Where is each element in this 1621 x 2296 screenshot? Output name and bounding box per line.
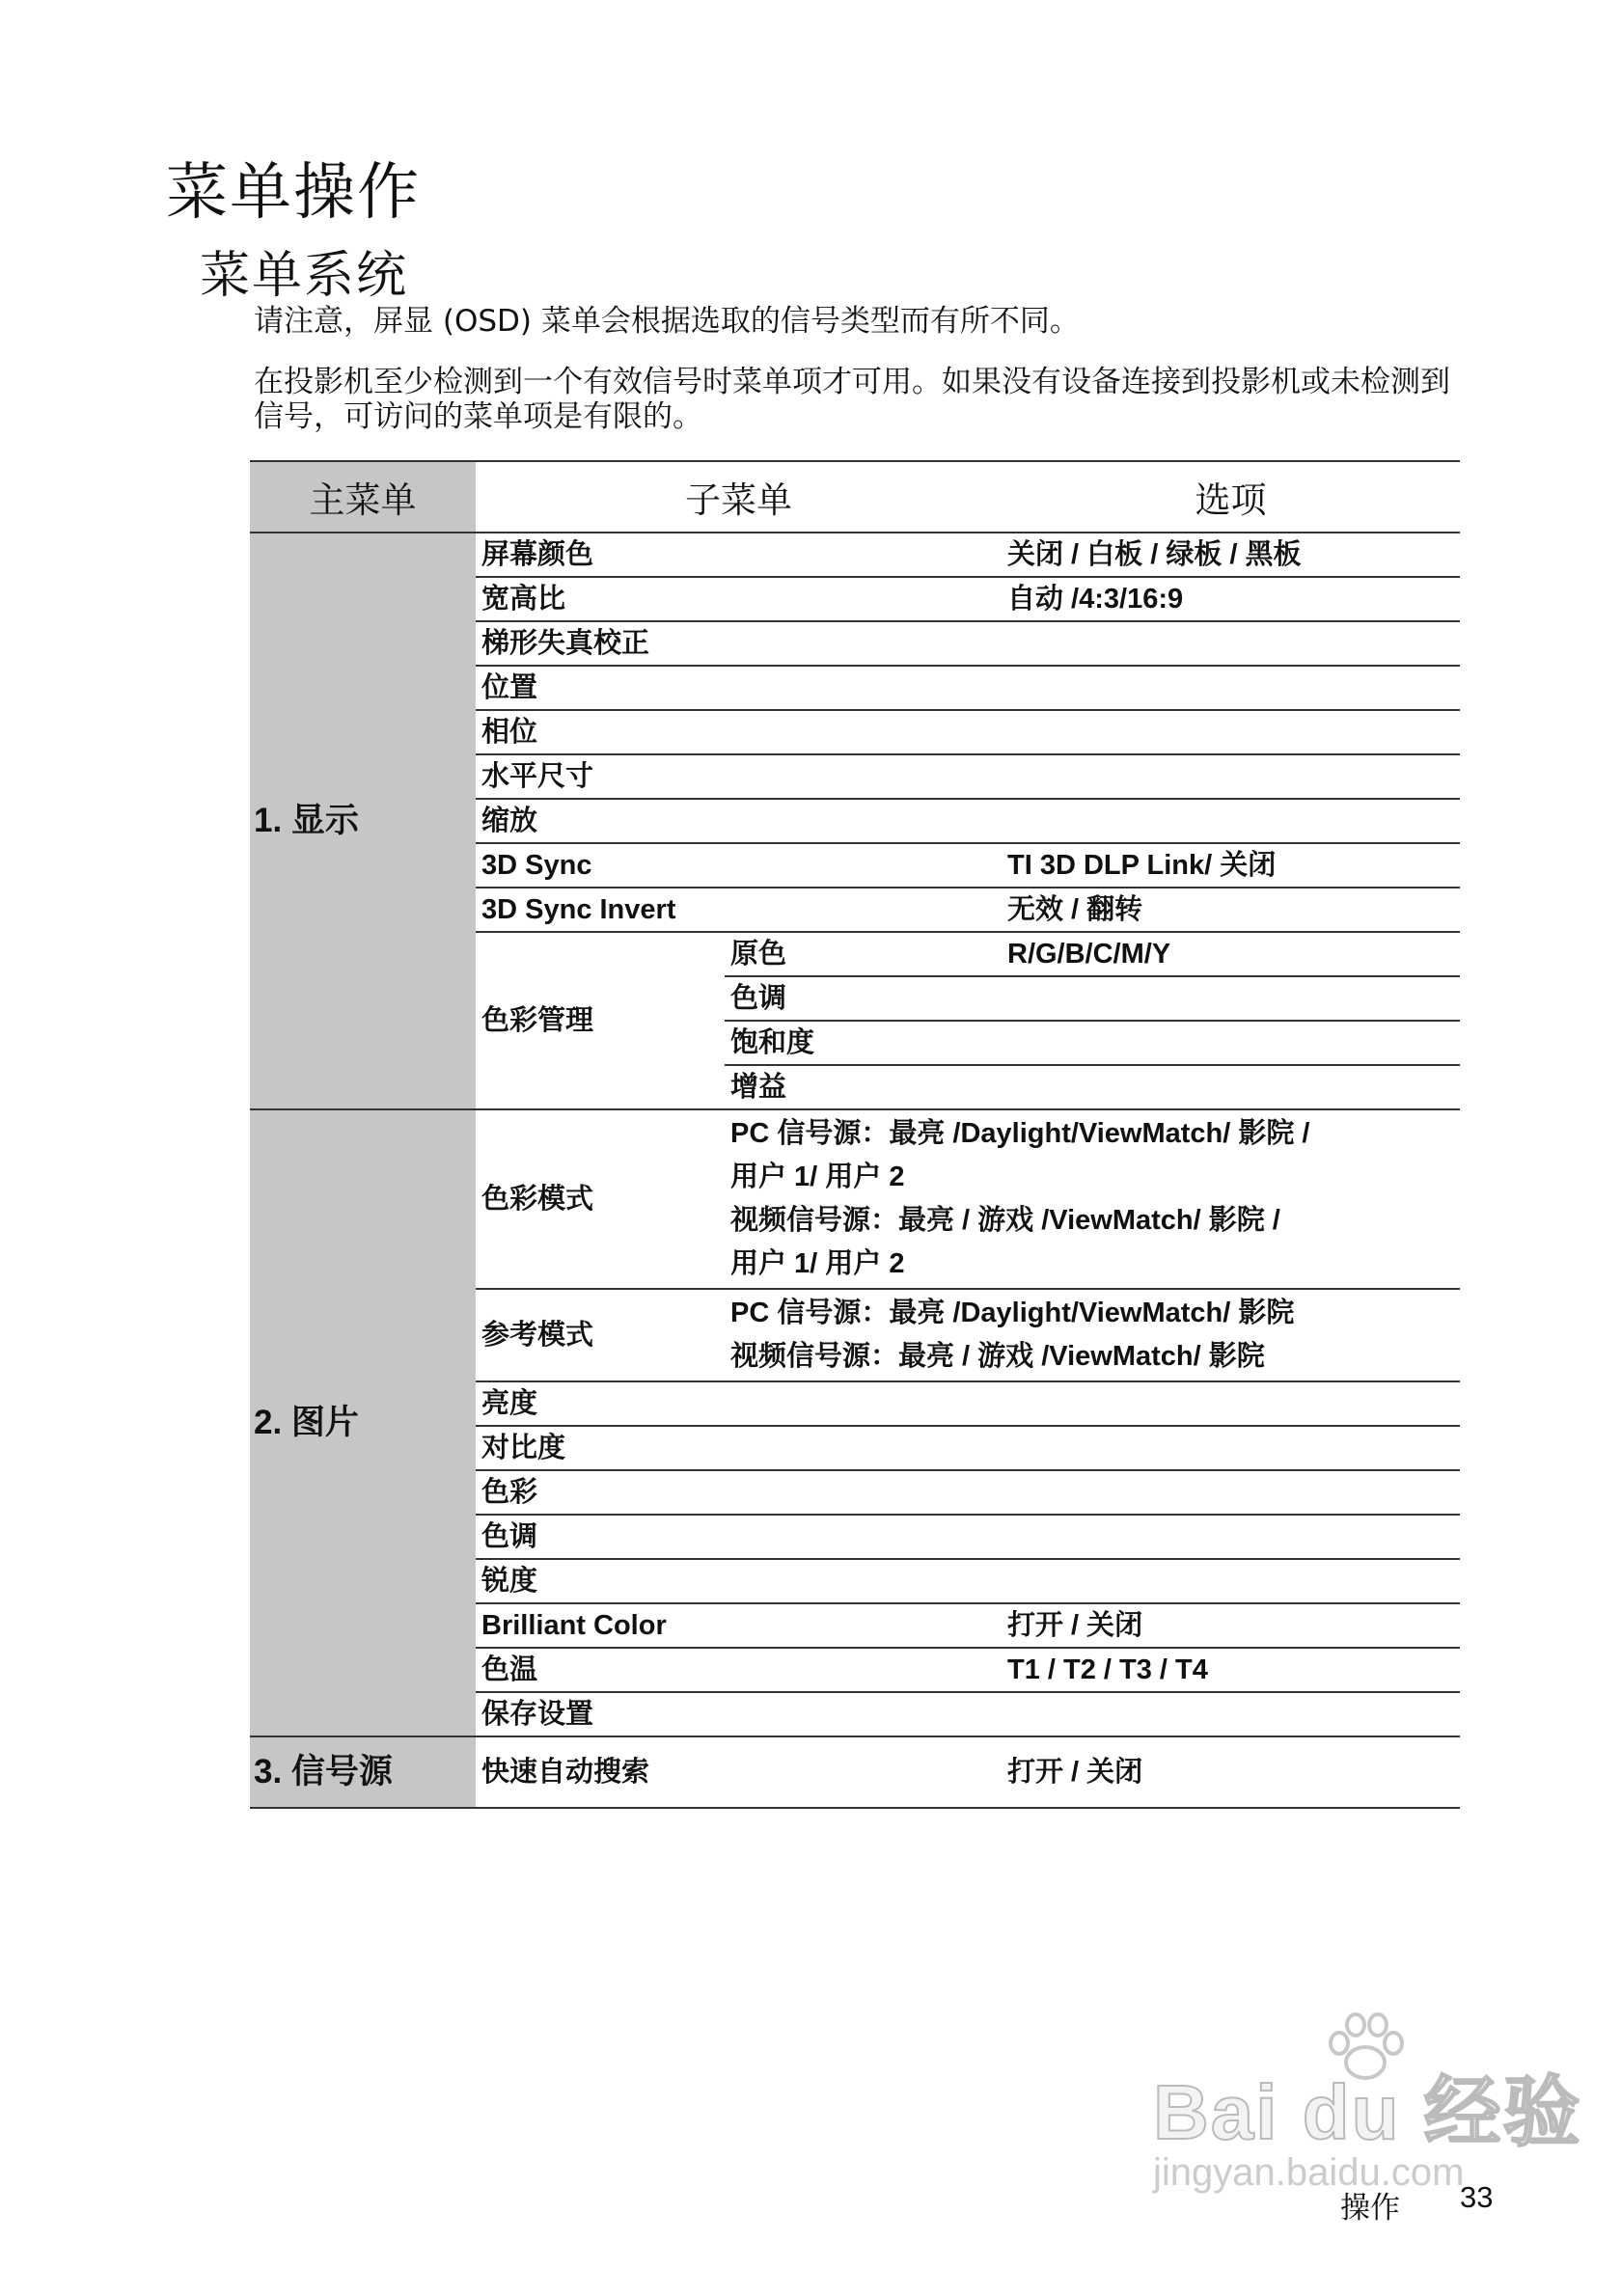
main-menu-source: 3. 信号源 bbox=[250, 1736, 476, 1808]
reference-mode-options bbox=[725, 1289, 1460, 1381]
option-value: T1 / T2 / T3 / T4 bbox=[1002, 1648, 1460, 1692]
submenu-item: 屏幕颜色 bbox=[476, 533, 1002, 577]
submenu-color-management: 色彩管理 bbox=[476, 932, 725, 1109]
submenu-item: 位置 bbox=[476, 666, 1002, 710]
option-value: 关闭 / 白板 / 绿板 / 黑板 bbox=[1002, 533, 1460, 577]
option-line: 视频信号源：最亮 / 游戏 /ViewMatch/ 影院 / bbox=[730, 1205, 1280, 1236]
option-value bbox=[1002, 1515, 1460, 1559]
option-value: 打开 / 关闭 bbox=[1002, 1736, 1460, 1808]
paw-icon bbox=[1322, 2009, 1409, 2087]
watermark-url: jingyan.baidu.com bbox=[1153, 2151, 1465, 2194]
page-heading: 菜单操作 bbox=[166, 157, 421, 229]
submenu-item: 保存设置 bbox=[476, 1692, 1002, 1736]
header-submenu: 子菜单 bbox=[476, 461, 1002, 533]
sub-submenu-item: 增益 bbox=[725, 1065, 1002, 1109]
submenu-item: 3D Sync Invert bbox=[476, 888, 1002, 932]
submenu-item: 锐度 bbox=[476, 1559, 1002, 1603]
header-options: 选项 bbox=[1002, 461, 1460, 533]
option-line: PC 信号源：最亮 /Daylight/ViewMatch/ 影院 bbox=[730, 1298, 1295, 1328]
sub-submenu-item: 原色 bbox=[725, 932, 1002, 976]
submenu-reference-mode: 参考模式 bbox=[476, 1289, 725, 1381]
table-row bbox=[250, 1109, 1460, 1289]
option-value: 自动 /4:3/16:9 bbox=[1002, 577, 1460, 621]
submenu-item: 色彩 bbox=[476, 1470, 1002, 1515]
table-row bbox=[250, 1736, 1460, 1808]
option-line: 用户 1/ 用户 2 bbox=[730, 1162, 905, 1192]
color-mode-options bbox=[725, 1109, 1460, 1289]
submenu-item: 相位 bbox=[476, 710, 1002, 754]
option-value bbox=[1002, 1692, 1460, 1736]
submenu-item: 水平尺寸 bbox=[476, 754, 1002, 799]
option-value bbox=[1002, 1381, 1460, 1426]
option-value bbox=[1002, 976, 1460, 1021]
submenu-item: 色调 bbox=[476, 1515, 1002, 1559]
submenu-item: 对比度 bbox=[476, 1426, 1002, 1470]
sub-submenu-item: 色调 bbox=[725, 976, 1002, 1021]
option-value bbox=[1002, 621, 1460, 666]
submenu-item: 色温 bbox=[476, 1648, 1002, 1692]
main-menu-picture: 2. 图片 bbox=[250, 1109, 476, 1736]
footer-section-label: 操作 bbox=[1340, 2191, 1400, 2226]
option-value bbox=[1002, 666, 1460, 710]
submenu-item: 宽高比 bbox=[476, 577, 1002, 621]
availability-paragraph: 在投影机至少检测到一个有效信号时菜单项才可用。如果没有设备连接到投影机或未检测到信号，可访问的菜单项是有限的。 bbox=[254, 365, 1450, 434]
sub-submenu-item: 饱和度 bbox=[725, 1021, 1002, 1065]
submenu-item: Brilliant Color bbox=[476, 1603, 1002, 1648]
option-value: 打开 / 关闭 bbox=[1002, 1603, 1460, 1648]
option-value bbox=[1002, 1021, 1460, 1065]
option-value bbox=[1002, 710, 1460, 754]
submenu-item: 快速自动搜索 bbox=[476, 1736, 1002, 1808]
header-main-menu: 主菜单 bbox=[250, 461, 476, 533]
option-value bbox=[1002, 1065, 1460, 1109]
watermark-logo: Bai du 经验 bbox=[1153, 2069, 1582, 2155]
option-value bbox=[1002, 799, 1460, 843]
section-heading: 菜单系统 bbox=[200, 247, 409, 305]
option-value: TI 3D DLP Link/ 关闭 bbox=[1002, 843, 1460, 888]
submenu-item: 梯形失真校正 bbox=[476, 621, 1002, 666]
submenu-color-mode: 色彩模式 bbox=[476, 1109, 725, 1289]
option-line: PC 信号源：最亮 /Daylight/ViewMatch/ 影院 / bbox=[730, 1118, 1310, 1149]
submenu-item: 缩放 bbox=[476, 799, 1002, 843]
option-line: 用户 1/ 用户 2 bbox=[730, 1248, 905, 1279]
option-value bbox=[1002, 1470, 1460, 1515]
menu-system-table bbox=[250, 460, 1460, 1809]
option-value bbox=[1002, 1426, 1460, 1470]
submenu-item: 3D Sync bbox=[476, 843, 1002, 888]
option-value bbox=[1002, 1559, 1460, 1603]
submenu-item: 亮度 bbox=[476, 1381, 1002, 1426]
option-value: R/G/B/C/M/Y bbox=[1002, 932, 1460, 976]
option-value bbox=[1002, 754, 1460, 799]
option-value: 无效 / 翻转 bbox=[1002, 888, 1460, 932]
page-number: 33 bbox=[1460, 2180, 1494, 2214]
main-menu-display: 1. 显示 bbox=[250, 533, 476, 1109]
table-row bbox=[250, 533, 1460, 577]
option-line: 视频信号源：最亮 / 游戏 /ViewMatch/ 影院 bbox=[730, 1341, 1265, 1372]
table-header-row bbox=[250, 461, 1460, 533]
note-paragraph: 请注意，屏显 (OSD) 菜单会根据选取的信号类型而有所不同。 bbox=[254, 304, 1080, 339]
baidu-watermark bbox=[1153, 2050, 1582, 2195]
